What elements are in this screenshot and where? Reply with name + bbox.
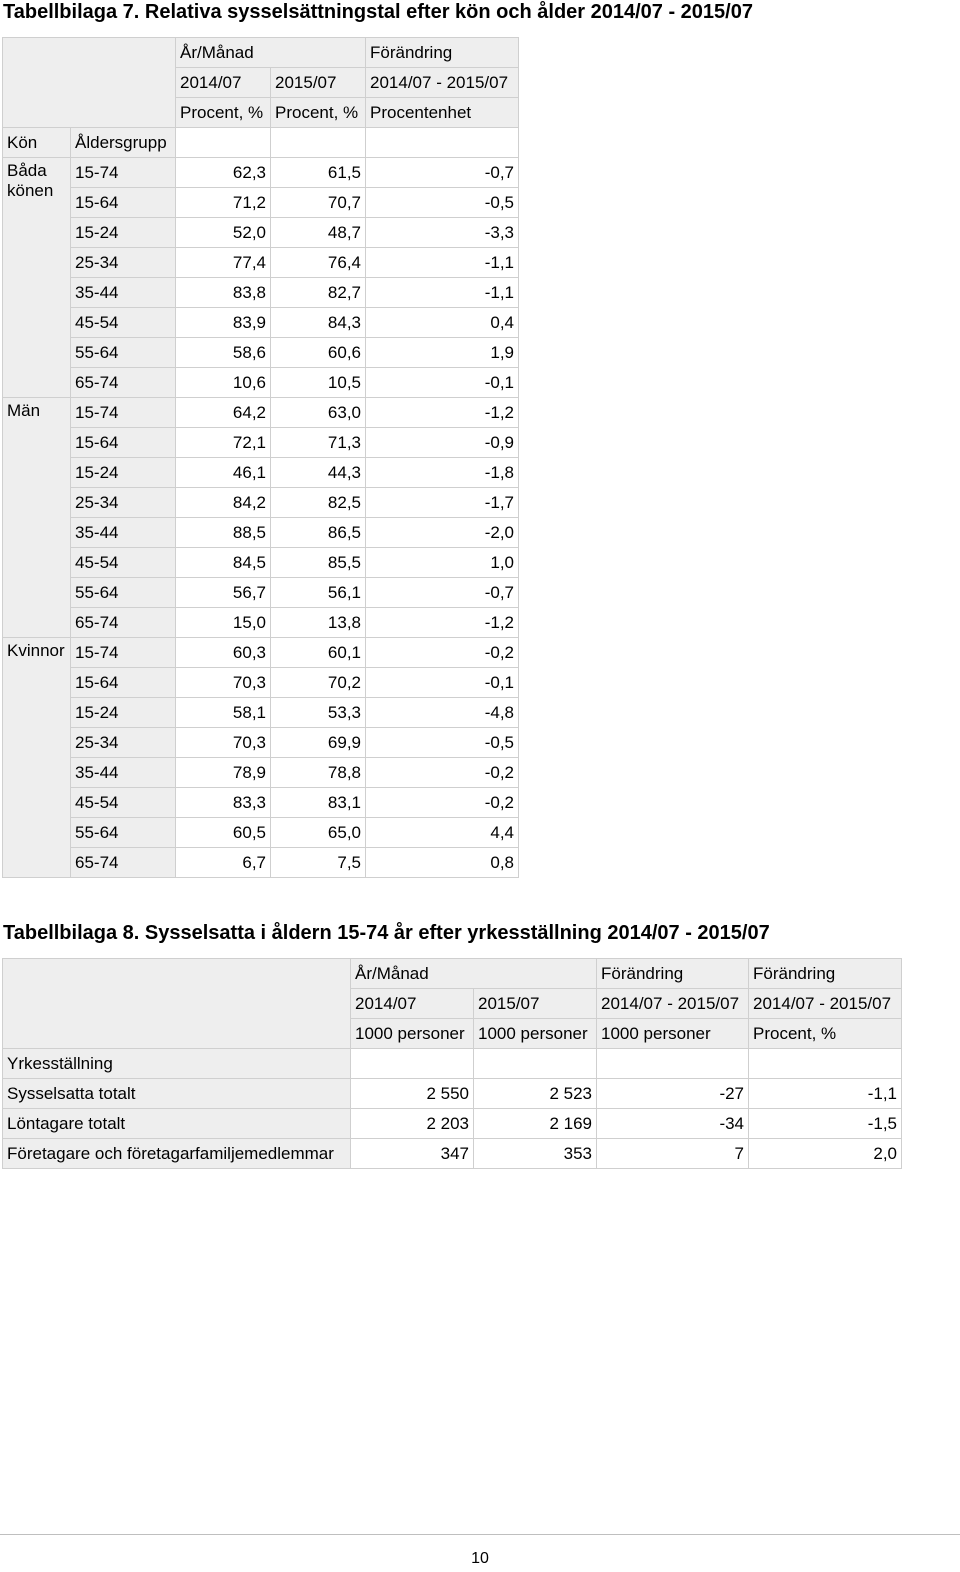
value-change: -1,8 [366,458,519,488]
age-group-label: 65-74 [71,848,176,878]
value-change: -2,0 [366,518,519,548]
table7-header-2014: 2014/07 [176,68,271,98]
value-2015: 70,2 [271,668,366,698]
value-2015: 65,0 [271,818,366,848]
table-row [3,278,519,308]
table-row [3,848,519,878]
table7-unit-2014: Procent, % [176,98,271,128]
table7 [2,37,519,878]
table8-header-empty [474,1049,597,1079]
footer-divider [0,1534,960,1535]
value-change: -0,1 [366,668,519,698]
table-row [3,188,519,218]
value-2014: 70,3 [176,668,271,698]
age-group-label: 35-44 [71,278,176,308]
age-group-label: 25-34 [71,728,176,758]
table8-header-forandring-1: Förändring [597,959,749,989]
age-group-label: 55-64 [71,818,176,848]
value-2015: 83,1 [271,788,366,818]
value-2014: 60,3 [176,638,271,668]
value-2015: 2 523 [474,1079,597,1109]
table8-header-2015: 2015/07 [474,989,597,1019]
table-row [3,758,519,788]
value-change: -1,2 [366,398,519,428]
table8-header-change-1: 2014/07 - 2015/07 [597,989,749,1019]
value-2014: 2 203 [351,1109,474,1139]
value-2015: 353 [474,1139,597,1169]
value-2014: 71,2 [176,188,271,218]
age-group-label: 35-44 [71,758,176,788]
value-2015: 85,5 [271,548,366,578]
value-2014: 10,6 [176,368,271,398]
value-change: -0,2 [366,638,519,668]
table8-header-2014: 2014/07 [351,989,474,1019]
value-change: -0,7 [366,578,519,608]
value-2015: 60,1 [271,638,366,668]
value-change: -0,5 [366,188,519,218]
age-group-label: 45-54 [71,548,176,578]
table-row [3,218,519,248]
value-2015: 56,1 [271,578,366,608]
value-change: -1,1 [366,278,519,308]
table7-header-change: 2014/07 - 2015/07 [366,68,519,98]
value-2015: 48,7 [271,218,366,248]
table8-unit-2015: 1000 personer [474,1019,597,1049]
table8-header-yrkesstallning: Yrkesställning [3,1049,351,1079]
table7-corner [3,38,176,128]
table8-header-ar-manad: År/Månad [351,959,597,989]
age-group-label: 15-74 [71,638,176,668]
table7-header-empty [366,128,519,158]
table-row [3,788,519,818]
table8-corner [3,959,351,1049]
table-row [3,518,519,548]
value-2014: 2 550 [351,1079,474,1109]
table-row [3,668,519,698]
value-2015: 13,8 [271,608,366,638]
table7-header-ar-manad: År/Månad [176,38,366,68]
age-group-label: 15-64 [71,428,176,458]
table7-header-row-4 [3,128,519,158]
value-change: -0,9 [366,428,519,458]
value-2015: 82,5 [271,488,366,518]
age-group-label: 25-34 [71,248,176,278]
value-2015: 63,0 [271,398,366,428]
value-change: 0,8 [366,848,519,878]
table7-header-2015: 2015/07 [271,68,366,98]
value-change-percent: -1,5 [749,1109,902,1139]
value-2015: 44,3 [271,458,366,488]
value-change: -0,2 [366,788,519,818]
value-2014: 46,1 [176,458,271,488]
value-2015: 76,4 [271,248,366,278]
table8-header-row-1 [3,959,902,989]
value-2015: 82,7 [271,278,366,308]
value-2014: 84,5 [176,548,271,578]
row-label: Sysselsatta totalt [3,1079,351,1109]
value-change: 4,4 [366,818,519,848]
table-row [3,308,519,338]
table7-unit-change: Procentenhet [366,98,519,128]
table-row [3,488,519,518]
table8-header-forandring-2: Förändring [749,959,902,989]
value-2014: 84,2 [176,488,271,518]
table-row [3,458,519,488]
value-2014: 77,4 [176,248,271,278]
value-2014: 56,7 [176,578,271,608]
value-change: -0,2 [366,758,519,788]
table-row [3,1109,902,1139]
value-2014: 62,3 [176,158,271,188]
value-2014: 15,0 [176,608,271,638]
table-row [3,638,519,668]
table7-unit-2015: Procent, % [271,98,366,128]
age-group-label: 15-64 [71,188,176,218]
row-label: Löntagare totalt [3,1109,351,1139]
table7-header-forandring: Förändring [366,38,519,68]
table8-header-empty [749,1049,902,1079]
table8-header-change-2: 2014/07 - 2015/07 [749,989,902,1019]
value-2015: 61,5 [271,158,366,188]
value-2014: 347 [351,1139,474,1169]
table-row [3,608,519,638]
age-group-label: 65-74 [71,608,176,638]
table-row [3,728,519,758]
value-2015: 86,5 [271,518,366,548]
value-2015: 70,7 [271,188,366,218]
value-change: -4,8 [366,698,519,728]
value-2014: 78,9 [176,758,271,788]
table-row [3,1079,902,1109]
table8-header-row-4 [3,1049,902,1079]
age-group-label: 15-74 [71,398,176,428]
value-change: -1,2 [366,608,519,638]
table7-header-empty [176,128,271,158]
age-group-label: 15-64 [71,668,176,698]
value-change: -0,1 [366,368,519,398]
age-group-label: 25-34 [71,488,176,518]
value-2015: 2 169 [474,1109,597,1139]
row-group-label: Båda könen [3,158,71,398]
value-2014: 83,3 [176,788,271,818]
value-2015: 7,5 [271,848,366,878]
value-change: -1,1 [366,248,519,278]
table7-header-row-1 [3,38,519,68]
table8-unit-change-1: 1000 personer [597,1019,749,1049]
value-2015: 71,3 [271,428,366,458]
value-2014: 52,0 [176,218,271,248]
age-group-label: 65-74 [71,368,176,398]
value-2014: 6,7 [176,848,271,878]
value-2015: 84,3 [271,308,366,338]
value-2014: 64,2 [176,398,271,428]
value-2014: 70,3 [176,728,271,758]
value-2014: 83,8 [176,278,271,308]
age-group-label: 45-54 [71,788,176,818]
table-row [3,158,519,188]
value-change: -34 [597,1109,749,1139]
table-row [3,338,519,368]
value-2014: 88,5 [176,518,271,548]
value-2014: 60,5 [176,818,271,848]
table7-header-kon: Kön [3,128,71,158]
value-change: 1,9 [366,338,519,368]
table-row [3,818,519,848]
age-group-label: 55-64 [71,338,176,368]
age-group-label: 15-24 [71,458,176,488]
value-change: -0,7 [366,158,519,188]
value-2014: 58,6 [176,338,271,368]
value-change: -1,7 [366,488,519,518]
table8-header-empty [597,1049,749,1079]
table8 [2,958,902,1169]
table-row [3,1139,902,1169]
table-row [3,578,519,608]
value-change: 7 [597,1139,749,1169]
row-label: Företagare och företagarfamiljemedlemmar [3,1139,351,1169]
value-change: 0,4 [366,308,519,338]
value-change-percent: 2,0 [749,1139,902,1169]
table8-unit-change-2: Procent, % [749,1019,902,1049]
age-group-label: 15-24 [71,698,176,728]
page-number: 10 [471,1550,489,1567]
table-row [3,428,519,458]
value-change: 1,0 [366,548,519,578]
table7-header-aldersgrupp: Åldersgrupp [71,128,176,158]
table-row [3,398,519,428]
age-group-label: 15-24 [71,218,176,248]
table8-header-empty [351,1049,474,1079]
table-row [3,548,519,578]
value-change: -27 [597,1079,749,1109]
table-row [3,248,519,278]
value-2015: 53,3 [271,698,366,728]
value-2015: 69,9 [271,728,366,758]
value-2015: 60,6 [271,338,366,368]
table8-unit-2014: 1000 personer [351,1019,474,1049]
table8-title: Tabellbilaga 8. Sysselsatta i åldern 15-74 år efter yrkesställning 2014/07 - 2015/07 [3,922,770,944]
age-group-label: 55-64 [71,578,176,608]
value-2015: 78,8 [271,758,366,788]
table-row [3,698,519,728]
value-change: -0,5 [366,728,519,758]
table-row [3,368,519,398]
table7-title: Tabellbilaga 7. Relativa sysselsättningstal efter kön och ålder 2014/07 - 2015/07 [3,1,753,23]
value-change-percent: -1,1 [749,1079,902,1109]
row-group-label: Kvinnor [3,638,71,878]
age-group-label: 35-44 [71,518,176,548]
age-group-label: 45-54 [71,308,176,338]
value-change: -3,3 [366,218,519,248]
value-2015: 10,5 [271,368,366,398]
table7-header-empty [271,128,366,158]
value-2014: 83,9 [176,308,271,338]
value-2014: 72,1 [176,428,271,458]
age-group-label: 15-74 [71,158,176,188]
row-group-label: Män [3,398,71,638]
value-2014: 58,1 [176,698,271,728]
